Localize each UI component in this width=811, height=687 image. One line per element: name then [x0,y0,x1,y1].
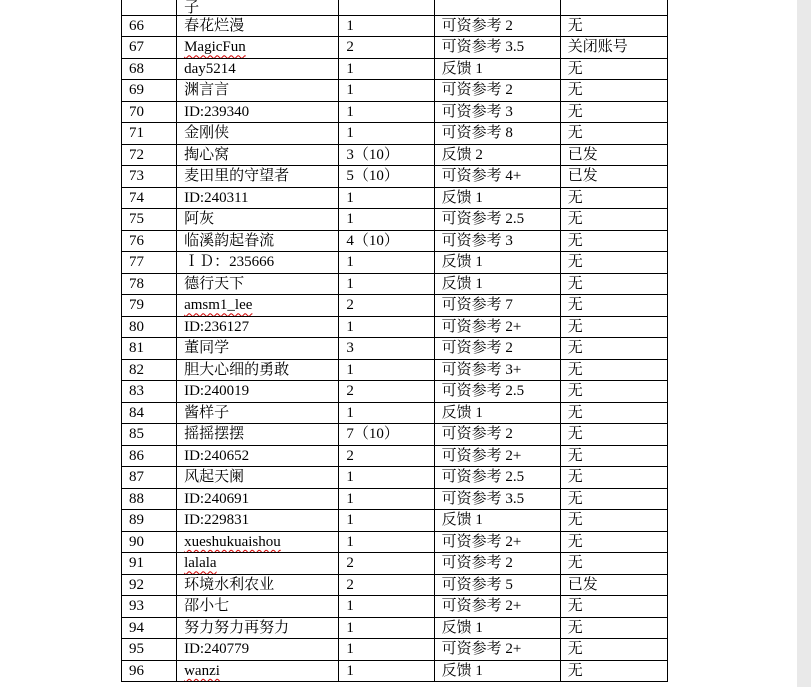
table-row [122,273,668,295]
count-cell: 1 [339,531,434,553]
result-cell: 无 [560,553,667,575]
number-cell: 96 [122,660,177,682]
result-cell: 无 [560,58,667,80]
count-cell: 1 [339,359,434,381]
number-cell: 85 [122,424,177,446]
result-cell: 无 [560,467,667,489]
name-cell: 渊言言 [177,80,339,102]
table-row [122,660,668,682]
count-cell: 2 [339,295,434,317]
name-cell: 德行天下 [177,273,339,295]
name-cell: 胆大心细的勇敢 [177,359,339,381]
status-cell: 反馈 1 [434,617,560,639]
table-row [122,402,668,424]
name-cell: 邵小七 [177,596,339,618]
name-cell [177,660,339,682]
result-cell: 无 [560,596,667,618]
result-cell: 无 [560,316,667,338]
number-cell: 90 [122,531,177,553]
result-cell: 已发 [560,574,667,596]
result-cell: 无 [560,510,667,532]
count-cell: 1 [339,58,434,80]
name-cell: 子 [177,0,339,15]
table-row [122,209,668,231]
number-cell: 72 [122,144,177,166]
result-cell [560,0,667,15]
table-row [122,424,668,446]
number-cell: 80 [122,316,177,338]
result-cell: 已发 [560,144,667,166]
result-cell: 无 [560,617,667,639]
status-cell: 反馈 1 [434,58,560,80]
table-row [122,123,668,145]
status-cell: 反馈 1 [434,510,560,532]
result-cell: 无 [560,488,667,510]
number-cell: 67 [122,37,177,59]
status-cell: 可资参考 2 [434,80,560,102]
number-cell: 84 [122,402,177,424]
result-cell: 无 [560,402,667,424]
name-cell [177,531,339,553]
spellcheck-underlined-text: MagicFun [184,39,246,56]
number-cell: 70 [122,101,177,123]
name-cell: ID:240652 [177,445,339,467]
number-cell: 75 [122,209,177,231]
table-row [122,80,668,102]
name-cell: 环境水利农业 [177,574,339,596]
name-cell [177,37,339,59]
count-cell: 1 [339,510,434,532]
status-cell: 可资参考 2 [434,553,560,575]
name-cell: 金刚侠 [177,123,339,145]
table-row [122,445,668,467]
count-cell: 1 [339,617,434,639]
count-cell: 1 [339,80,434,102]
count-cell: 1 [339,316,434,338]
status-cell: 可资参考 4+ [434,166,560,188]
count-cell: 1 [339,402,434,424]
status-cell: 可资参考 3.5 [434,488,560,510]
result-cell: 无 [560,101,667,123]
name-cell: ID:229831 [177,510,339,532]
status-cell: 可资参考 2+ [434,639,560,661]
number-cell: 71 [122,123,177,145]
name-cell: ID:240311 [177,187,339,209]
status-cell: 可资参考 2.5 [434,381,560,403]
name-cell: 临溪韵起眷流 [177,230,339,252]
spellcheck-underlined-text: lalala [184,555,217,572]
number-cell: 93 [122,596,177,618]
table-row [122,230,668,252]
status-cell: 可资参考 2 [434,338,560,360]
number-cell: 79 [122,295,177,317]
table-row [122,359,668,381]
table-row [122,252,668,274]
number-cell: 91 [122,553,177,575]
table-row [122,531,668,553]
status-cell: 反馈 1 [434,402,560,424]
status-cell: 可资参考 2+ [434,316,560,338]
count-cell: 1 [339,15,434,37]
number-cell: 81 [122,338,177,360]
count-cell: 2 [339,445,434,467]
result-cell: 无 [560,209,667,231]
status-cell: 可资参考 3 [434,230,560,252]
name-cell: ＩＤ：235666 [177,252,339,274]
number-cell: 69 [122,80,177,102]
status-cell: 可资参考 2+ [434,531,560,553]
result-cell: 无 [560,252,667,274]
table-row [122,639,668,661]
name-cell: ID:240691 [177,488,339,510]
result-cell: 无 [560,381,667,403]
result-cell: 已发 [560,166,667,188]
table-row [122,338,668,360]
table-row [122,15,668,37]
result-cell: 无 [560,230,667,252]
number-cell: 76 [122,230,177,252]
spellcheck-underlined-text: wanzi [184,662,220,679]
number-cell: 82 [122,359,177,381]
status-cell: 反馈 1 [434,273,560,295]
result-cell: 无 [560,123,667,145]
result-cell: 无 [560,295,667,317]
status-cell: 可资参考 2.5 [434,467,560,489]
count-cell: 4（10） [339,230,434,252]
table-row [122,166,668,188]
count-cell: 1 [339,660,434,682]
table-row [122,58,668,80]
table-row [122,467,668,489]
count-cell: 1 [339,639,434,661]
status-cell: 反馈 1 [434,252,560,274]
status-cell: 可资参考 3+ [434,359,560,381]
count-cell: 1 [339,467,434,489]
result-cell: 无 [560,338,667,360]
data-table [121,0,668,682]
name-cell: 摇摇摆摆 [177,424,339,446]
count-cell: 1 [339,273,434,295]
number-cell: 86 [122,445,177,467]
count-cell: 7（10） [339,424,434,446]
table-row [122,596,668,618]
number-cell: 73 [122,166,177,188]
table-row [122,574,668,596]
name-cell: 掏心窝 [177,144,339,166]
result-cell: 无 [560,445,667,467]
count-cell: 1 [339,209,434,231]
number-cell: 94 [122,617,177,639]
name-cell: 阿灰 [177,209,339,231]
count-cell: 1 [339,187,434,209]
name-cell: ID:240779 [177,639,339,661]
name-cell: ID:236127 [177,316,339,338]
name-cell: 风起天阑 [177,467,339,489]
status-cell: 可资参考 2 [434,424,560,446]
count-cell: 1 [339,252,434,274]
name-cell: 酱样子 [177,402,339,424]
result-cell: 无 [560,424,667,446]
status-cell: 可资参考 2 [434,15,560,37]
count-cell: 1 [339,488,434,510]
result-cell: 无 [560,80,667,102]
spellcheck-underlined-text: amsm1_lee [184,297,253,314]
number-cell: 77 [122,252,177,274]
name-cell [177,553,339,575]
number-cell: 87 [122,467,177,489]
table-row [122,295,668,317]
status-cell: 可资参考 5 [434,574,560,596]
status-cell [434,0,560,15]
count-cell: 2 [339,574,434,596]
result-cell: 无 [560,187,667,209]
table-row [122,316,668,338]
status-cell: 可资参考 3 [434,101,560,123]
spellcheck-underlined-text: xueshukuaishou [184,533,281,550]
count-cell [339,0,434,15]
name-cell [177,295,339,317]
number-cell: 78 [122,273,177,295]
number-cell [122,0,177,15]
result-cell: 关闭账号 [560,37,667,59]
name-cell: 董同学 [177,338,339,360]
table-row [122,381,668,403]
count-cell: 1 [339,596,434,618]
table-row [122,144,668,166]
count-cell: 3（10） [339,144,434,166]
number-cell: 89 [122,510,177,532]
number-cell: 68 [122,58,177,80]
status-cell: 可资参考 7 [434,295,560,317]
result-cell: 无 [560,660,667,682]
status-cell: 可资参考 8 [434,123,560,145]
count-cell: 2 [339,381,434,403]
name-cell: 春花烂漫 [177,15,339,37]
table-row [122,101,668,123]
number-cell: 83 [122,381,177,403]
result-cell: 无 [560,359,667,381]
number-cell: 66 [122,15,177,37]
status-cell: 可资参考 2.5 [434,209,560,231]
table-row-partial [122,0,668,15]
result-cell: 无 [560,639,667,661]
result-cell: 无 [560,531,667,553]
name-cell: ID:240019 [177,381,339,403]
name-cell: 麦田里的守望者 [177,166,339,188]
number-cell: 74 [122,187,177,209]
table-body [122,0,668,682]
number-cell: 95 [122,639,177,661]
table-row [122,187,668,209]
result-cell: 无 [560,15,667,37]
status-cell: 可资参考 2+ [434,445,560,467]
name-cell: day5214 [177,58,339,80]
table-row [122,510,668,532]
number-cell: 88 [122,488,177,510]
status-cell: 反馈 1 [434,187,560,209]
count-cell: 1 [339,101,434,123]
status-cell: 可资参考 3.5 [434,37,560,59]
status-cell: 反馈 2 [434,144,560,166]
count-cell: 1 [339,123,434,145]
name-cell: ID:239340 [177,101,339,123]
table-row [122,37,668,59]
table-row [122,617,668,639]
name-cell: 努力努力再努力 [177,617,339,639]
count-cell: 2 [339,553,434,575]
scroll-rail[interactable] [797,0,811,687]
status-cell: 可资参考 2+ [434,596,560,618]
number-cell: 92 [122,574,177,596]
count-cell: 2 [339,37,434,59]
status-cell: 反馈 1 [434,660,560,682]
result-cell: 无 [560,273,667,295]
count-cell: 5（10） [339,166,434,188]
count-cell: 3 [339,338,434,360]
table-row [122,488,668,510]
table-row [122,553,668,575]
